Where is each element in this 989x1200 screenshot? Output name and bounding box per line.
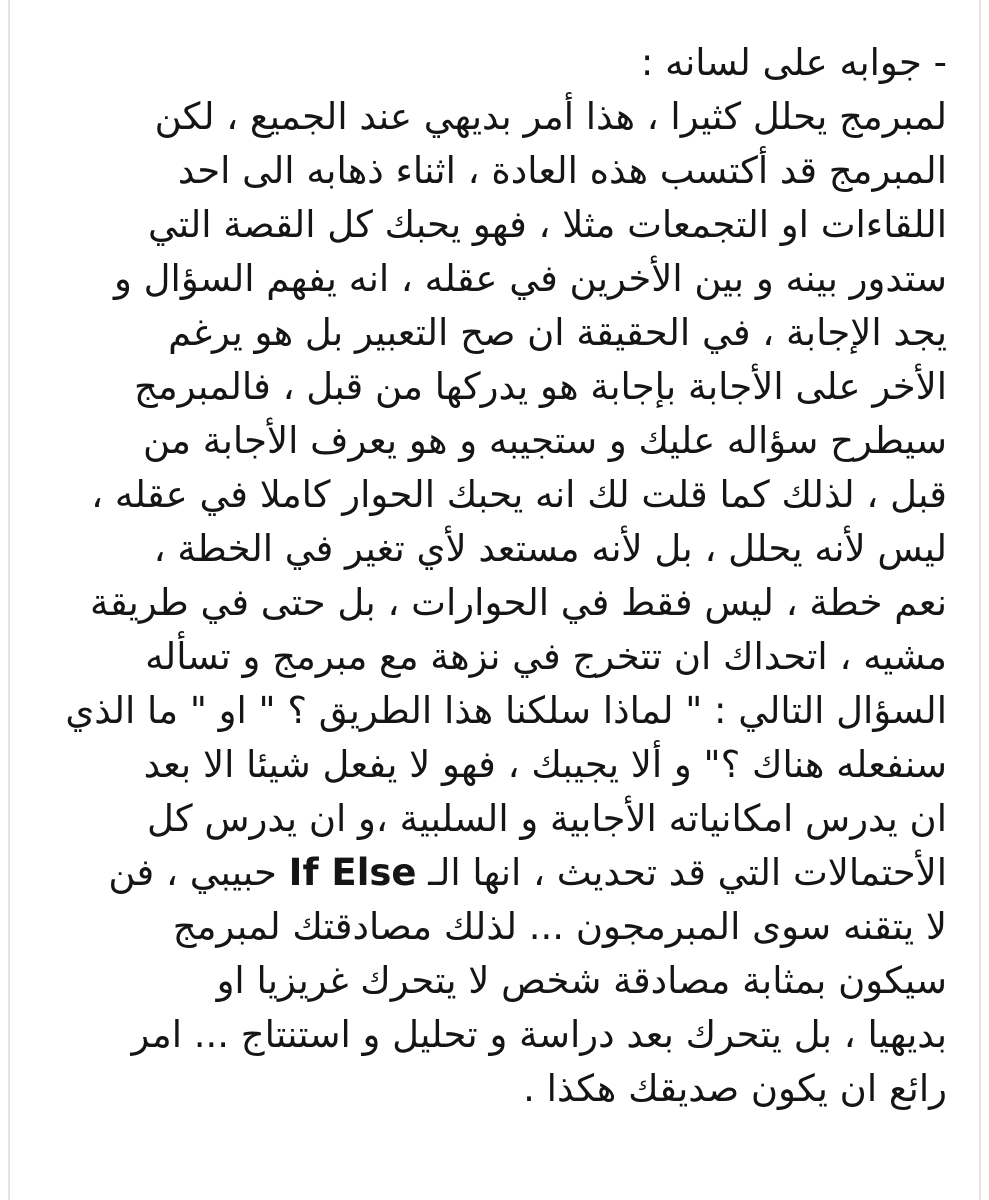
text-line-10: ليس لأنه يحلل ، بل لأنه مستعد لأي تغير في الخطة ، [153,527,947,570]
text-line-4: اللقاءات او التجمعات مثلا ، فهو يحبك كل القصة التي [147,203,947,246]
text-line-5: ستدور بينه و بين الأخرين في عقله ، انه يفهم السؤال و [114,257,947,300]
text-line-11: نعم خطة ، ليس فقط في الحوارات ، بل حتى في طريقة [90,581,947,624]
text-line-16-after: حبيبي ، فن [108,851,277,894]
text-line-13: السؤال التالي : " لماذا سلكنا هذا الطريق ؟ " او " ما الذي [65,689,947,732]
right-border [979,0,981,1200]
text-line-14: سنفعله هناك ؟" و ألا يجيبك ، فهو لا يفعل شيئا الا بعد [143,743,947,786]
arabic-text-body [60,36,947,1116]
text-line-16-before: الأحتمالات التي قد تحديث ، انها الـ [428,851,947,894]
if-else-keyword: If Else [288,851,417,894]
text-line-9: قبل ، لذلك كما قلت لك انه يحبك الحوار كاملا في عقله ، [91,473,947,516]
text-line-20: رائع ان يكون صديقك هكذا . [523,1067,947,1110]
text-line-19: بديهيا ، بل يتحرك بعد دراسة و تحليل و استنتاج ... امر [131,1013,947,1056]
left-border [8,0,10,1200]
text-line-8: سيطرح سؤاله عليك و ستجيبه و هو يعرف الأجابة من [143,419,947,462]
text-line-7: الأخر على الأجابة بإجابة هو يدركها من قبل ، فالمبرمج [133,365,947,408]
text-line-18: سيكون بمثابة مصادقة شخص لا يتحرك غريزيا او [216,959,947,1002]
text-line-17: لا يتقنه سوى المبرمجون ... لذلك مصادقتك لمبرمج [172,905,947,948]
text-line-15: ان يدرس امكانياته الأجابية و السلبية ،و ان يدرس كل [146,797,947,840]
text-line-16 [60,846,947,900]
text-line-3: المبرمج قد أكتسب هذه العادة ، اثناء ذهابه الى احد [177,149,947,192]
text-line-6: يجد الإجابة ، في الحقيقة ان صح التعبير بل هو يرغم [168,311,947,354]
text-line-2: لمبرمج يحلل كثيرا ، هذا أمر بديهي عند الجميع ، لكن [154,95,947,138]
text-line-1: - جوابه على لسانه : [640,41,947,84]
text-line-12: مشيه ، اتحداك ان تتخرج في نزهة مع مبرمج و تسأله [145,635,947,678]
